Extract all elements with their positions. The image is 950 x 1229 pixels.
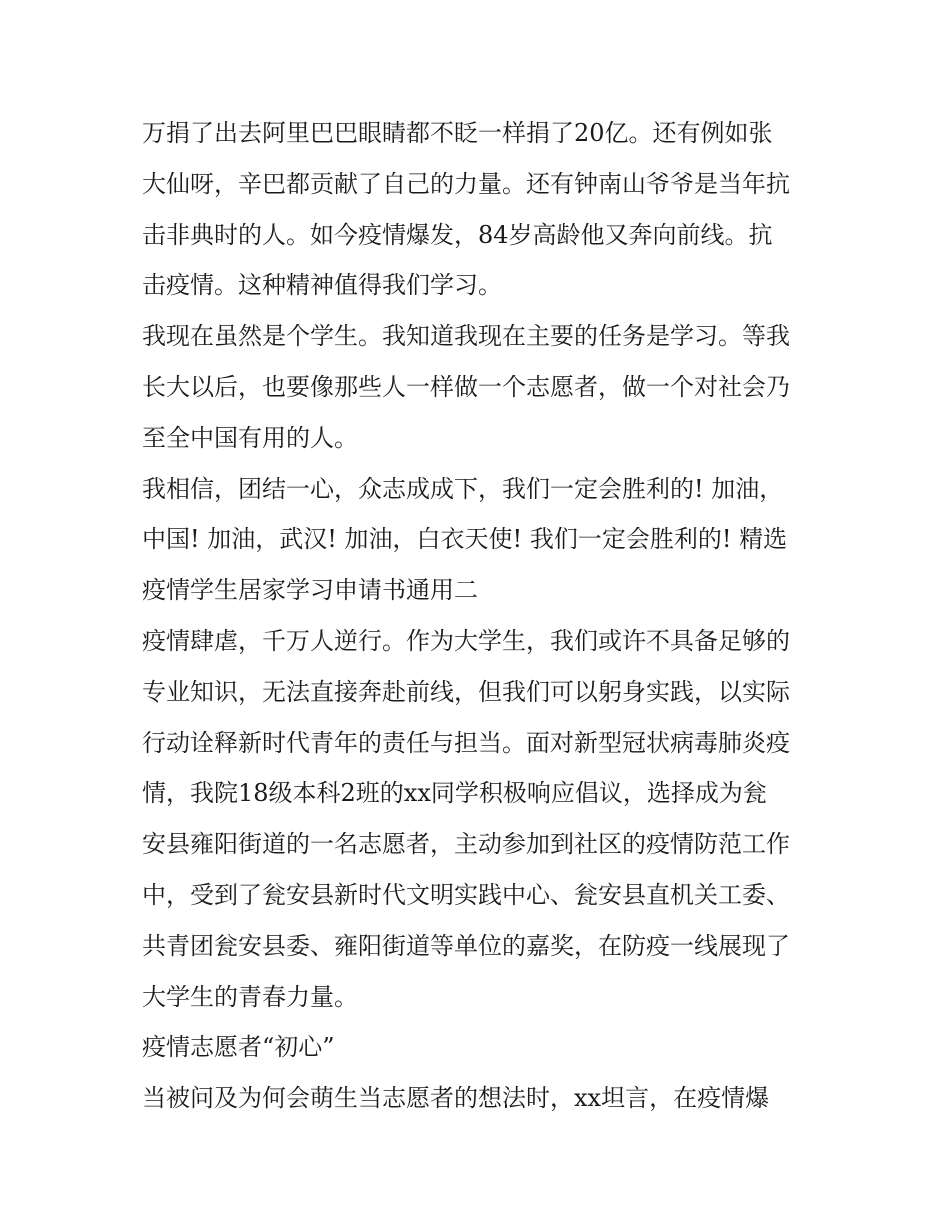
text-line: 当被问及为何会萌生当志愿者的想法时，xx坦言，在疫情爆 (142, 1084, 770, 1113)
text-line: 大学生的青春力量。 (142, 982, 358, 1011)
text-line: 专业知识，无法直接奔赴前线，但我们可以躬身实践，以实际 (142, 677, 790, 706)
document-body (142, 108, 822, 1124)
text-line: 疫情肆虐，千万人逆行。作为大学生，我们或许不具备足够的 (142, 626, 790, 655)
text-line: 大仙呀，辛巴都贡献了自己的力量。还有钟南山爷爷是当年抗 (142, 169, 790, 198)
text-line: 我相信，团结一心，众志成成下，我们一定会胜利的! 加油， (142, 474, 784, 503)
text-line: 行动诠释新时代青年的责任与担当。面对新型冠状病毒肺炎疫 (142, 728, 790, 757)
text-line: 击非典时的人。如今疫情爆发，84岁高龄他又奔向前线。抗 (142, 220, 773, 249)
text-line: 至全中国有用的人。 (142, 423, 358, 452)
text-line: 中国! 加油，武汉! 加油，白衣天使! 我们一定会胜利的! 精选 (142, 525, 788, 554)
text-line: 长大以后，也要像那些人一样做一个志愿者，做一个对社会乃 (142, 372, 790, 401)
text-line: 万捐了出去阿里巴巴眼睛都不眨一样捐了20亿。还有例如张 (142, 119, 773, 147)
subheading: 疫情志愿者“初心” (142, 1033, 335, 1062)
text-line: 我现在虽然是个学生。我知道我现在主要的任务是学习。等我 (142, 322, 790, 351)
section-heading: 疫情学生居家学习申请书通用二 (142, 576, 478, 605)
text-line: 共青团瓮安县委、雍阳街道等单位的嘉奖，在防疫一线展现了 (142, 931, 790, 960)
text-line: 击疫情。这种精神值得我们学习。 (142, 271, 502, 300)
text-line: 安县雍阳街道的一名志愿者，主动参加到社区的疫情防范工作 (142, 830, 790, 859)
text-line: 情，我院18级本科2班的xx同学积极响应倡议，选择成为瓮 (142, 779, 767, 808)
text-line: 中，受到了瓮安县新时代文明实践中心、瓮安县直机关工委、 (142, 880, 790, 909)
